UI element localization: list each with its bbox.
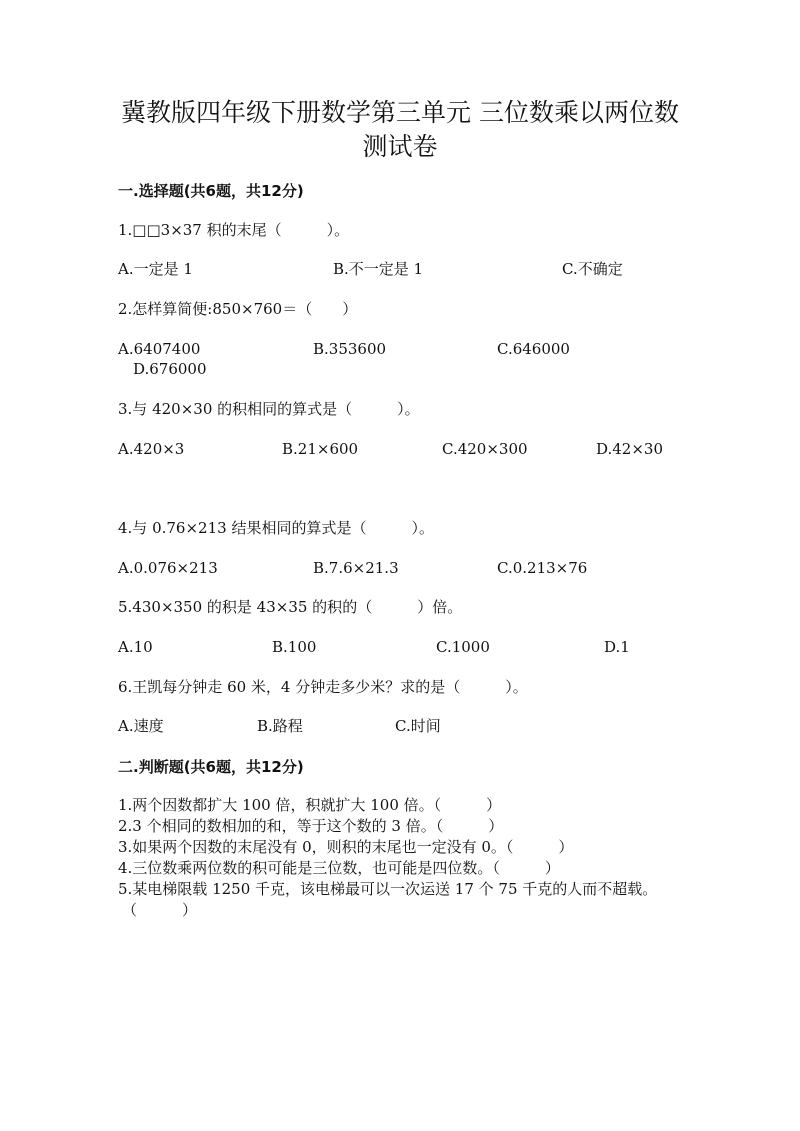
question-1: 1.□□3×37 积的末尾（ ）。 bbox=[118, 221, 350, 239]
section-heading-choice: 一.选择题(共6题，共12分) bbox=[118, 182, 304, 200]
judgement-item-4: 4.三位数乘两位数的积可能是三位数，也可能是四位数。（ ） bbox=[118, 859, 560, 877]
judgement-item-2: 2.3 个相同的数相加的和，等于这个数的 3 倍。（ ） bbox=[118, 817, 504, 835]
question-2-option-a: A.6407400 bbox=[118, 340, 201, 358]
question-6-option-c: C.时间 bbox=[395, 717, 441, 735]
question-5-option-a: A.10 bbox=[118, 638, 153, 656]
section-heading-judgement: 二.判断题(共6题，共12分) bbox=[118, 758, 304, 776]
question-3: 3.与 420×30 的积相同的算式是（ ）。 bbox=[118, 400, 420, 418]
question-4-option-a: A.0.076×213 bbox=[118, 559, 218, 577]
page-title-line-1: 冀教版四年级下册数学第三单元 三位数乘以两位数 bbox=[121, 98, 679, 127]
question-4: 4.与 0.76×213 结果相同的算式是（ ）。 bbox=[118, 519, 434, 537]
question-2-option-d: D.676000 bbox=[133, 360, 207, 378]
page-title-line-2: 测试卷 bbox=[362, 132, 438, 161]
judgement-item-5-answer-blank: （ ） bbox=[122, 901, 198, 919]
question-5: 5.430×350 的积是 43×35 的积的（ ）倍。 bbox=[118, 598, 463, 616]
question-6-option-b: B.路程 bbox=[257, 717, 303, 735]
question-5-option-c: C.1000 bbox=[436, 638, 490, 656]
question-3-option-b: B.21×600 bbox=[282, 440, 359, 458]
question-2: 2.怎样算简便:850×760＝（ ） bbox=[118, 300, 358, 318]
judgement-item-1: 1.两个因数都扩大 100 倍，积就扩大 100 倍。（ ） bbox=[118, 796, 502, 814]
question-3-option-d: D.42×30 bbox=[596, 440, 664, 458]
judgement-item-5: 5.某电梯限载 1250 千克，该电梯最可以一次运送 17 个 75 千克的人而不超载。 bbox=[118, 880, 658, 898]
question-5-option-b: B.100 bbox=[272, 638, 317, 656]
question-1-option-a: A.一定是 1 bbox=[118, 260, 193, 278]
question-4-option-c: C.0.213×76 bbox=[497, 559, 588, 577]
question-5-option-d: D.1 bbox=[604, 638, 630, 656]
question-2-option-c: C.646000 bbox=[497, 340, 570, 358]
question-3-option-a: A.420×3 bbox=[118, 440, 185, 458]
question-1-option-b: B.不一定是 1 bbox=[333, 260, 424, 278]
question-3-option-c: C.420×300 bbox=[442, 440, 528, 458]
question-2-option-b: B.353600 bbox=[313, 340, 387, 358]
question-6: 6.王凯每分钟走 60 米，4 分钟走多少米？求的是（ ）。 bbox=[118, 678, 528, 696]
question-4-option-b: B.7.6×21.3 bbox=[313, 559, 399, 577]
question-6-option-a: A.速度 bbox=[118, 717, 164, 735]
question-1-option-c: C.不确定 bbox=[562, 260, 623, 278]
judgement-item-3: 3.如果两个因数的末尾没有 0，则积的末尾也一定没有 0。（ ） bbox=[118, 838, 574, 856]
